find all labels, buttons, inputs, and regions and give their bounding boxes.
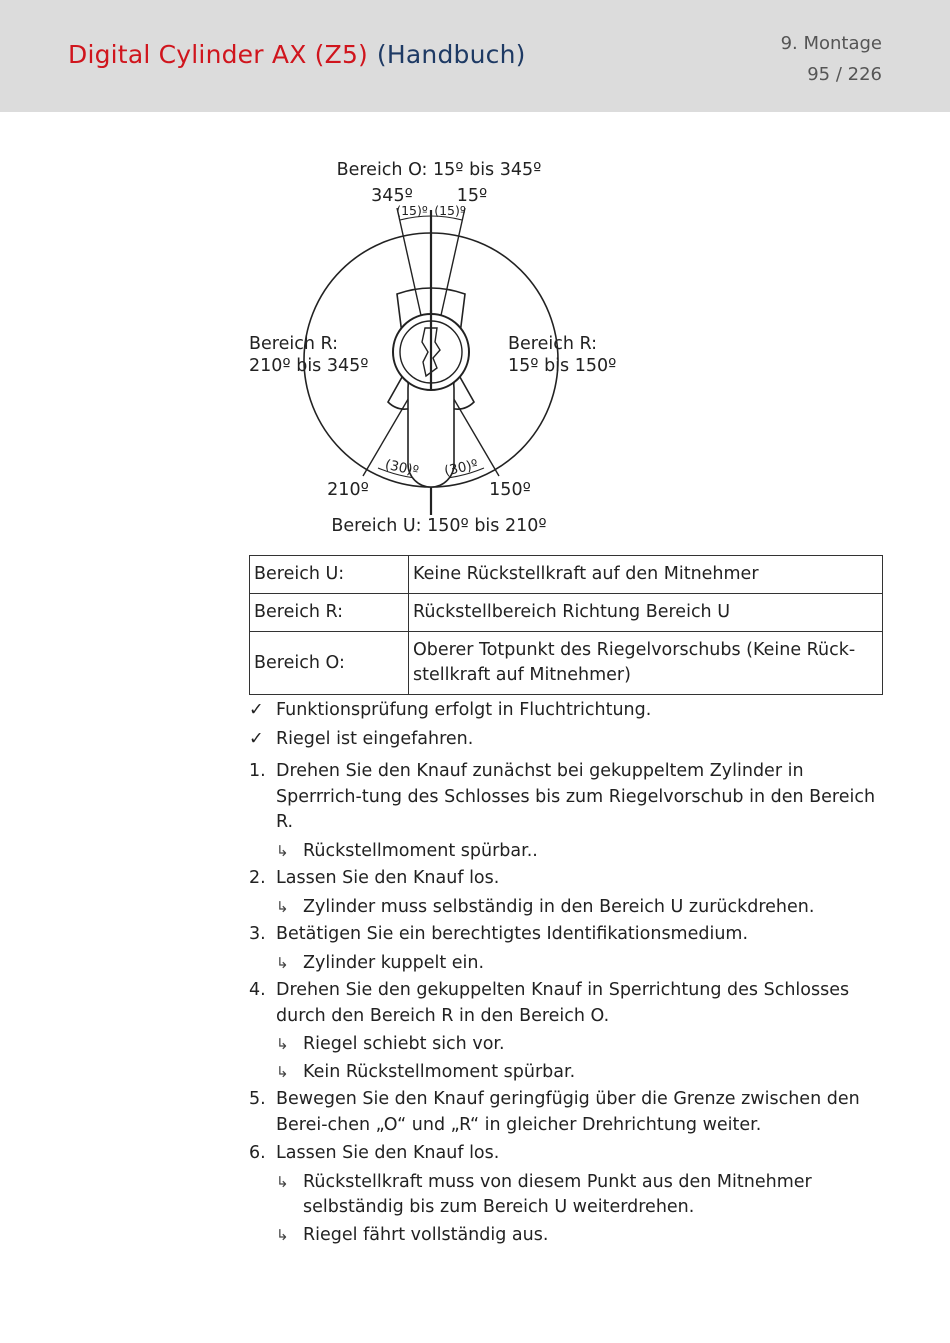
step-number: 5. <box>249 1089 266 1109</box>
label-right-r-1: Bereich R: <box>508 334 598 354</box>
list-item <box>249 759 889 836</box>
page-header <box>0 0 950 112</box>
header-meta <box>781 28 882 90</box>
procedure-steps <box>249 759 889 1250</box>
label-left-r-2: 210º bis 345º <box>249 356 369 376</box>
step-result <box>249 951 889 977</box>
result-arrow-icon: ↳ <box>276 897 289 916</box>
step-number: 2. <box>249 868 266 888</box>
chapter-label: 9. Montage <box>780 33 882 54</box>
page-number: 95 / 226 <box>807 64 882 85</box>
list-item <box>249 922 889 948</box>
step-number: 6. <box>249 1143 266 1163</box>
label-150: 150º <box>489 480 531 500</box>
step-text: Bewegen Sie den Knauf geringfügig über die Grenze zwischen den Berei-chen „O“ und „R“ in gleicher Drehrichtung weiter. <box>276 1089 860 1135</box>
list-item <box>249 1141 889 1167</box>
range-table <box>249 555 883 695</box>
list-item <box>249 725 651 754</box>
table-key: Bereich U: <box>250 556 409 594</box>
checkmark-icon: ✓ <box>249 729 264 749</box>
table-row <box>250 594 883 632</box>
list-item <box>249 866 889 892</box>
step-result <box>249 1032 889 1058</box>
label-small-bottom-right: (30)º <box>442 456 480 480</box>
step-text: Lassen Sie den Knauf los. <box>276 868 500 888</box>
step-result <box>249 1223 889 1249</box>
step-result <box>249 1170 889 1221</box>
step-result <box>249 895 889 921</box>
table-row <box>250 556 883 594</box>
label-small-right: (15)º <box>434 203 466 218</box>
label-15: 15º <box>456 186 488 206</box>
result-arrow-icon: ↳ <box>276 1225 289 1244</box>
document-title-type: (Handbuch) <box>376 40 526 69</box>
result-text: Zylinder muss selbständig in den Bereich U zurückdrehen. <box>303 896 815 917</box>
result-text: Rückstellmoment spürbar.. <box>303 840 538 861</box>
precondition-list <box>249 696 651 754</box>
result-text: Kein Rückstellmoment spürbar. <box>303 1061 576 1082</box>
result-text: Zylinder kuppelt ein. <box>303 952 485 973</box>
list-item <box>249 696 651 725</box>
step-number: 4. <box>249 980 266 1000</box>
result-arrow-icon: ↳ <box>276 953 289 972</box>
step-number: 1. <box>249 761 266 781</box>
result-text: Riegel fährt vollständig aus. <box>303 1224 549 1245</box>
step-text: Lassen Sie den Knauf los. <box>276 1143 500 1163</box>
document-title-product: Digital Cylinder AX (Z5) <box>68 40 369 69</box>
list-item <box>249 978 889 1029</box>
label-small-bottom-left: (30)º <box>383 456 421 480</box>
label-345: 345º <box>371 186 413 206</box>
step-result <box>249 1060 889 1086</box>
result-arrow-icon: ↳ <box>276 1172 289 1191</box>
table-value: Rückstellbereich Richtung Bereich U <box>409 594 883 632</box>
table-key: Bereich R: <box>250 594 409 632</box>
precondition-text: Riegel ist eingefahren. <box>276 729 474 749</box>
checkmark-icon: ✓ <box>249 700 264 720</box>
label-210: 210º <box>327 480 369 500</box>
label-bereich-o: Bereich O: 15º bis 345º <box>336 160 542 180</box>
step-text: Drehen Sie den gekuppelten Knauf in Sperrichtung des Schlosses durch den Bereich R in den Bereich O. <box>276 980 850 1026</box>
label-right-r-2: 15º bis 150º <box>508 356 617 376</box>
table-value: Keine Rückstellkraft auf den Mitnehmer <box>409 556 883 594</box>
result-arrow-icon: ↳ <box>276 1035 289 1053</box>
step-text: Betätigen Sie ein berechtigtes Identifikationsmedium. <box>276 924 749 944</box>
label-small-left: (15)º <box>396 203 428 218</box>
precondition-text: Funktionsprüfung erfolgt in Fluchtrichtung. <box>276 700 652 720</box>
result-arrow-icon: ↳ <box>276 841 289 860</box>
step-text: Drehen Sie den Knauf zunächst bei gekuppeltem Zylinder in Sperrrich-tung des Schlosses bis zum Riegelvorschub in den Bereich R. <box>276 761 876 832</box>
step-result <box>249 839 889 865</box>
table-value: Oberer Totpunkt des Riegelvorschubs (Keine Rück-stellkraft auf Mitnehmer) <box>409 632 883 695</box>
label-left-r-1: Bereich R: <box>249 334 339 354</box>
step-number: 3. <box>249 924 266 944</box>
label-bereich-u: Bereich U: 150º bis 210º <box>331 516 547 536</box>
result-arrow-icon: ↳ <box>276 1062 289 1081</box>
result-text: Rückstellkraft muss von diesem Punkt aus den Mitnehmer selbständig bis zum Bereich U weiterdrehen. <box>303 1171 812 1217</box>
rotation-range-diagram <box>240 150 640 550</box>
result-text: Riegel schiebt sich vor. <box>303 1034 505 1054</box>
table-key: Bereich O: <box>250 632 409 695</box>
list-item <box>249 1087 889 1138</box>
document-title <box>68 40 526 69</box>
table-row <box>250 632 883 695</box>
